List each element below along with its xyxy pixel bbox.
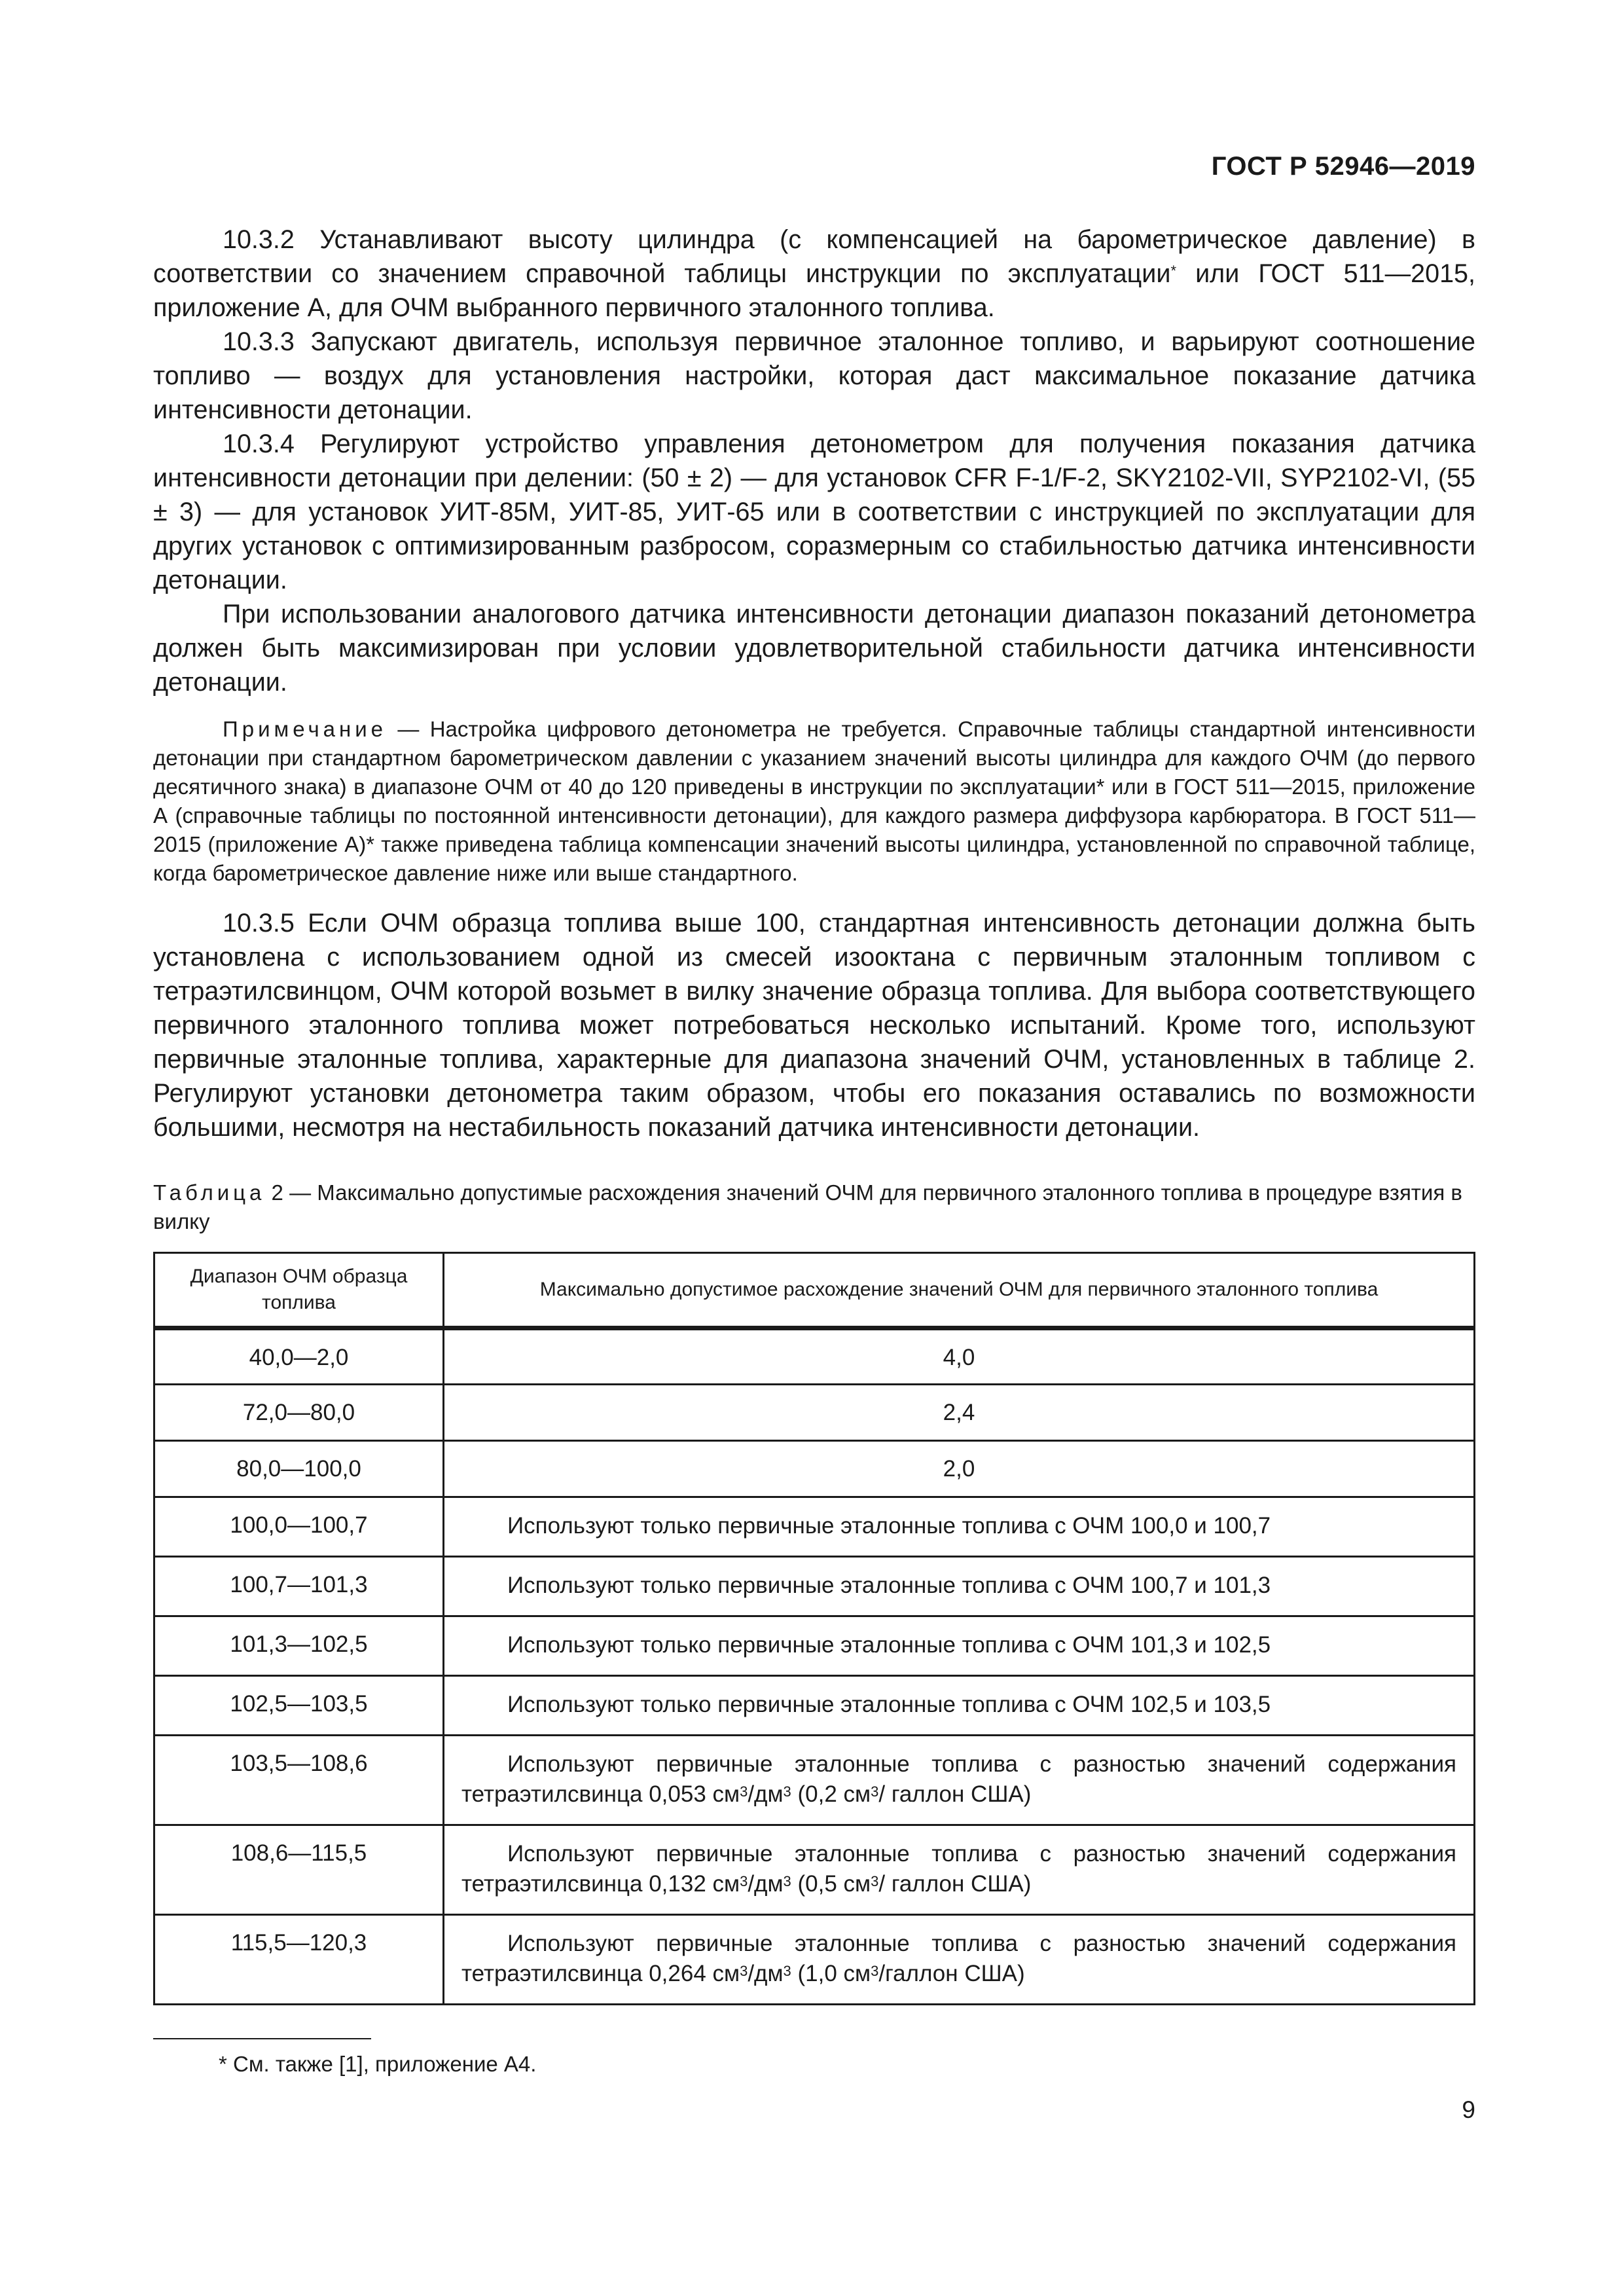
document-code: ГОСТ Р 52946—2019 (1211, 152, 1475, 181)
paragraph-10-3-3: 10.3.3 Запускают двигатель, используя первичное эталонное топливо, и варьируют соотношение топливо — воздух для установления настройки, которая даст максимальное показание датчика интенсивности детонации. (153, 327, 1475, 424)
footnote: * См. также [1], приложение А4. (219, 2052, 537, 2076)
data-table (153, 1252, 1475, 2005)
table-row (154, 1616, 1475, 1676)
cell-value: 2,0 (444, 1441, 1475, 1497)
cell-range: 100,7—101,3 (154, 1557, 444, 1616)
page-number: 9 (1462, 2096, 1475, 2123)
paragraph-10-3-5: 10.3.5 Если ОЧМ образца топлива выше 100, стандартная интенсивность детонации должна быть установлена с использованием одной из смесей изооктана с первичным эталонным топливом с тетраэтилсвинцом, ОЧМ которой возьмет в вилку значение образца топлива. Для выбора соответствующего первичного эталонного топлива может потребоваться несколько испытаний. Кроме того, используют первичные эталонные топлива, характерные для диапазона значений ОЧМ, установленных в таблице 2. Регулируют установки детонометра таким образом, чтобы его показания оставались по возможности большими, несмотря на нестабильность показаний датчика интенсивности детонации. (153, 909, 1475, 1142)
footnote-mark: * (1170, 263, 1176, 279)
note-text: — Настройка цифрового детонометра не требуется. Справочные таблицы стандартной интенсивности детонации при стандартном барометрическом давлении с указанием значений высоты цилиндра для каждого ОЧМ (до первого десятичного знака) в диапазоне ОЧМ от 40 до 120 приведены в инструкции по эксплуатации* или в ГОСТ 511—2015, приложение А (справочные таблицы по постоянной интенсивности детонации), для каждого размера диффузора карбюратора. В ГОСТ 511—2015 (приложение А)* также приведена таблица компенсации значений высоты цилиндра, установленной по справочной таблице, когда барометрическое давление ниже или выше стандартного. (153, 717, 1475, 885)
table-caption (153, 1178, 1475, 1236)
cell-value: Используют первичные эталонные топлива с разностью значений содержания тетраэтилсвинца 0,264 $см^3/дм^3$ (1,0 $см^3$/галлон США) (444, 1915, 1475, 2005)
table-row (154, 1385, 1475, 1441)
cell-value: Используют первичные эталонные топлива с разностью значений содержания тетраэтилсвинца 0,132 $см^3/дм^3$ (0,5 $см^3/$ галлон США) (444, 1825, 1475, 1915)
cell-value: 2,4 (444, 1385, 1475, 1441)
paragraph-analog-sensor: При использовании аналогового датчика интенсивности детонации диапазон показаний детонометра должен быть максимизирован при условии удовлетворительной стабильности датчика интенсивности детонации. (153, 600, 1475, 697)
cell-range: 80,0—100,0 (154, 1441, 444, 1497)
cell-value: Используют только первичные эталонные топлива с ОЧМ 100,7 и 101,3 (444, 1557, 1475, 1616)
cell-value: Используют только первичные эталонные топлива с ОЧМ 100,0 и 100,7 (444, 1497, 1475, 1557)
table-caption-label: Таблица (153, 1180, 266, 1205)
column-header-value: Максимально допустимое расхождение значений ОЧМ для первичного эталонного топлива (444, 1253, 1475, 1328)
cell-value: Используют первичные эталонные топлива с разностью значений содержания тетраэтилсвинца 0,053 $см^3/дм^3$ (0,2 $см^3/$ галлон США) (444, 1736, 1475, 1825)
column-header-range: Диапазон ОЧМ образца топлива (154, 1253, 444, 1328)
cell-range: 102,5—103,5 (154, 1676, 444, 1736)
cell-value: 4,0 (444, 1328, 1475, 1385)
paragraph-10-3-4: 10.3.4 Регулируют устройство управления детонометром для получения показания датчика интенсивности детонации при делении: (50 ± 2) — для установок CFR F-1/F-2, SKY2102-VII, SYP2102-VI, (55 ± 3) — для установок УИТ-85М, УИТ-85, УИТ-65 или в соответствии с инструкцией по эксплуатации для других установок с оптимизированным разбросом, соразмерным со стабильностью датчика интенсивности детонации. (153, 429, 1475, 594)
cell-range: 101,3—102,5 (154, 1616, 444, 1676)
cell-range: 103,5—108,6 (154, 1736, 444, 1825)
document-body (153, 223, 1475, 2005)
cell-range: 40,0—2,0 (154, 1328, 444, 1385)
table-caption-text: 2 — Максимально допустимые расхождения значений ОЧМ для первичного эталонного топлива в процедуре взятия в вилку (153, 1180, 1462, 1233)
table-row (154, 1328, 1475, 1385)
table-row (154, 1915, 1475, 2005)
table-row (154, 1441, 1475, 1497)
note-label: Примечание (223, 717, 388, 741)
cell-range: 72,0—80,0 (154, 1385, 444, 1441)
table-row (154, 1825, 1475, 1915)
table-row (154, 1676, 1475, 1736)
cell-range: 115,5—120,3 (154, 1915, 444, 2005)
cell-range: 108,6—115,5 (154, 1825, 444, 1915)
footnote-divider (153, 2038, 371, 2039)
cell-value: Используют только первичные эталонные топлива с ОЧМ 102,5 и 103,5 (444, 1676, 1475, 1736)
note (153, 715, 1475, 888)
table-row (154, 1557, 1475, 1616)
table-header-row (154, 1253, 1475, 1328)
table-row (154, 1497, 1475, 1557)
table-row (154, 1736, 1475, 1825)
cell-range: 100,0—100,7 (154, 1497, 444, 1557)
paragraph-10-3-2: 10.3.2 Устанавливают высоту цилиндра (с компенсацией на барометрическое давление) в соответствии со значением справочной таблицы инструкции по эксплуатации* или ГОСТ 511—2015, приложение А, для ОЧМ выбранного первичного эталонного топлива. (153, 225, 1475, 322)
cell-value: Используют только первичные эталонные топлива с ОЧМ 101,3 и 102,5 (444, 1616, 1475, 1676)
